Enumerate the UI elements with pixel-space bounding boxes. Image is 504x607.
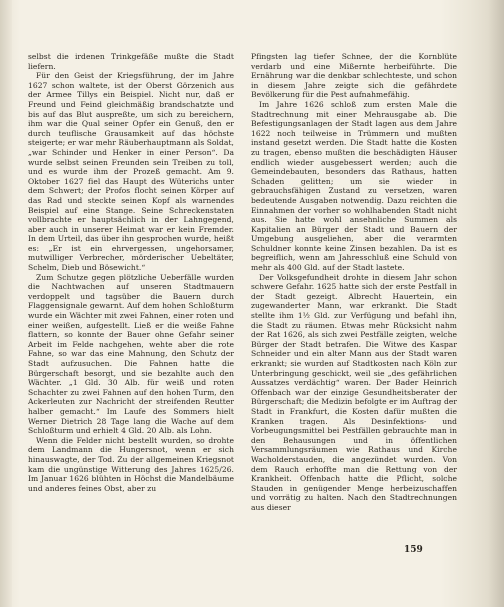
paragraph: Im Jahre 1626 schloß zum ersten Male die Stadtrechnung mit einer Mehrausgabe ab. Die Befestigungsanlagen der Stadt lagen aus dem Jahre 1622 noch teilweise in Trümmern und mußten instand gesetzt werden. Die Stadt hatte die Kosten zu tragen, ebenso mußten die beschädigten Häuser endlich wieder ausgebessert werden; auch die Gemeindebauten, besonders das Rathaus, hatten Schaden gelitten; um sie wieder in gebrauchsfähigen Zustand zu versetzen, waren bedeutende Ausgaben notwendig. Dazu reichten die Einnahmen der vorher so wohlhabenden Stadt nicht aus. Sie hatte wohl ansehnliche Summen als Kapitalien an Bürger der Stadt und Bauern der Umgebung ausgeliehen, aber die verarmten Schuldner konnte keine Zinsen bezahlen. Da ist es begreiflich, wenn am Jahresschluß eine Schuld von mehr als 400 Gld. auf der Stadt lastete.: [251, 99, 457, 273]
paragraph: Pfingsten lag tiefer Schnee, der die Kornblüte verdarb und eine Mißernte herbeiführte. Die Ernährung war die denkbar schlechteste, und schon in diesem Jahre zeigte sich die gefährdete Bevölkerung für die Pest aufnahmefähig.: [251, 52, 457, 100]
paragraph: Der Volksgefundheit drohte in diesem Jahr schon schwere Gefahr. 1625 hatte sich der erste Pestfall in der Stadt gezeigt. Albrecht Hauertein, ein zugewanderter Mann, war erkrankt. Die Stadt stellte ihm 1½ Gld. zur Verfügung und befahl ihn, die Stadt zu räumen. Etwas mehr Rücksicht nahm der Rat 1626, als sich zwei Pestfälle zeigten, welche Bürger der Stadt betrafen. Die Witwe des Kaspar Schneider und ein alter Mann aus der Stadt waren erkrankt; sie wurden auf Stadtkosten nach Köln zur Unterbringung geschickt, weil sie „des gefährlichen Aussatzes verdächtig“ waren. Der Bader Heinrich Offenbach war der einzige Gesundheitsberater der Bürgerschaft; die Medizin befolgte er im Auftrag der Stadt in Frankfurt, die Kosten dafür mußten die Kranken tragen. Als Desinfektions- und Vorbeugungsmittel bei Pestfällen gebrauchte man in den Behausungen und in öffentlichen Versammlungsräumen wie Rathaus und Kirche Wacholderstauden, die angezündet wurden. Von dem Rauch erhoffte man die Rettung von der Krankheit. Offenbach hatte die Pflicht, solche Stauden in genügender Menge herbeizuschaffen und vorrätig zu halten. Nach den Stadtrechnungen aus dieser: [251, 272, 457, 512]
page-number: 159: [404, 545, 423, 555]
left-text-column: [28, 52, 234, 493]
paragraph: Zum Schutze gegen plötzliche Ueberfälle wurden die Nachtwachen auf unseren Stadtmauern verdoppelt und tagsüber die Bauern durch Flaggensignale gewarnt. Auf dem hohen Schloßturm wurde ein Wächter mit zwei Fahnen, einer roten und einer weißen, aufgestellt. Ließ er die weiße Fahne flattern, so konnte der Bauer ohne Gefahr seiner Arbeit im Felde nachgehen, wehte aber die rote Fahne, so war das eine Mahnung, den Schutz der Stadt aufzusuchen. Die Fahnen hatte die Bürgerschaft besorgt, und sie bezahlte auch den Wächter. „1 Gld. 30 Alb. für weiß und roten Schachter zu zwei Fahnen auf den hohen Turm, den Ackerleuten zur Nachricht der streifenden Reutter halber gemacht.“ Im Laufe des Sommers hielt Werner Dietrich 28 Tage lang die Wache auf dem Schloßturm und erhielt 4 Gld. 20 Alb. als Lohn.: [28, 272, 234, 436]
paragraph: Wenn die Felder nicht bestellt wurden, so drohte dem Landmann die Hungersnot, wenn er sich hinauswagte, der Tod. Zu der allgemeinen Kriegsnot kam die ungünstige Witterung des Jahres 1625/26. Im Januar 1626 blühten in Höchst die Mandelbäume und anderes feines Obst, aber zu: [28, 435, 234, 493]
paragraph: selbst die irdenen Trinkgefäße mußte die Stadt liefern.: [28, 52, 234, 71]
right-text-column: [251, 52, 457, 513]
paragraph: Für den Geist der Kriegsführung, der im Jahre 1627 schon waltete, ist der Oberst Görzenich aus der Armee Tillys ein Beispiel. Nicht nur, daß er Freund und Feind gleichmäßig brandschatzte und bis auf das Blut auspreßte, um sich zu bereichern, ihm war die Qual seiner Opfer ein Genuß, den er durch teuflische Grausamkeit auf das höchste steigerte; er war mehr Räuberhauptmann als Soldat, „war Schinder und Henker in einer Person“. Da wurde selbst seinen Freunden sein Treiben zu toll, und es wurde ihm der Prozeß gemacht. Am 9. Oktober 1627 fiel das Haupt des Wüterichs unter dem Schwert; der Profos flocht seinen Körper auf das Rad und steckte seinen Kopf als warnendes Beispiel auf eine Stange. Seine Schreckenstaten vollbrachte er hauptsächlich in der Lahngegend, aber auch in unserer Heimat war er kein Fremder. In dem Urteil, das über ihn gesprochen wurde, heißt es: „Er ist ein ehrvergessen, ungehorsamer, mutwilliger Verbrecher, mörderischer Uebeltäter, Schelm, Dieb und Bösewicht.“: [28, 71, 234, 273]
book-gutter: [0, 0, 12, 607]
page-edge-shadow: [488, 0, 504, 607]
book-page: [28, 52, 478, 572]
